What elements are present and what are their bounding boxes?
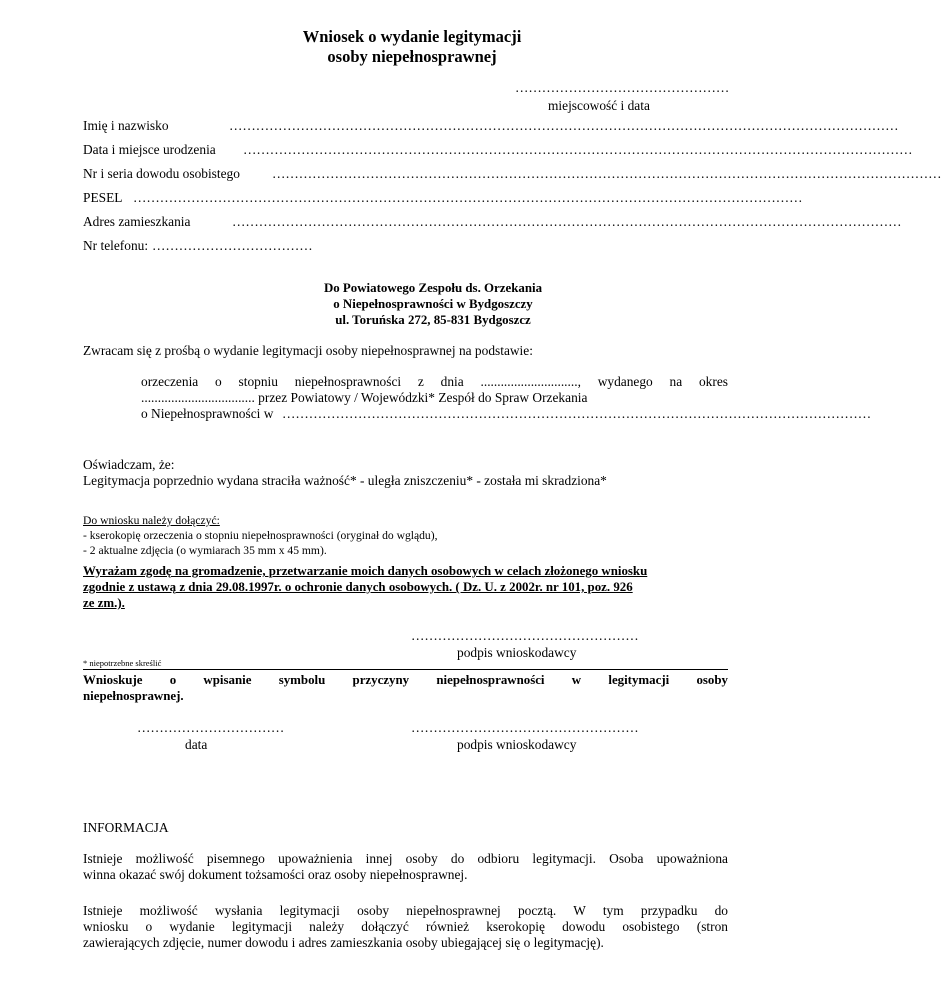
consent-block (83, 563, 647, 611)
attachments-header: Do wniosku należy dołączyć: (83, 514, 220, 527)
symbol-request-line-1: Wnioskuje o wpisanie symbolu przyczyny niepełnosprawności w legitymacji osoby (83, 673, 728, 687)
info-para-1-line-1: Istnieje możliwość pisemnego upoważnienia innej osoby do odbioru legitymacji. Osoba upoważniona (83, 851, 728, 866)
signature-label-1: podpis wnioskodawcy (457, 645, 577, 660)
field-address-input[interactable]: …………………………………………………………………………………………………………………………………… (232, 214, 902, 229)
info-para-2-line-1: Istnieje możliwość wysłania legitymacji osoby niepełnosprawnej pocztą. W tym przypadku do (83, 903, 728, 918)
field-birth-input[interactable]: …………………………………………………………………………………………………………………………………… (243, 142, 913, 157)
field-label-phone: Nr telefonu: (83, 238, 149, 253)
basis-line-2: .................................. przez Powiatowy / Wojewódzki* Zespół do Spraw Orzekania (141, 390, 588, 405)
info-para-2-line-2: wniosku o wydanie legitymacji należy dołączyć również kserokopię dowodu osobistego (stron (83, 919, 728, 934)
symbol-request-line-2: niepełnosprawnej. (83, 689, 184, 703)
field-phone-input[interactable]: ……………………………… (152, 238, 313, 253)
basis-line-1: orzeczenia o stopniu niepełnosprawności z dnia ............................., wydanego na okres (141, 374, 728, 389)
field-name-input[interactable]: …………………………………………………………………………………………………………………………………… (229, 118, 899, 133)
addressee-line-2: o Niepełnosprawności w Bydgoszczy (333, 297, 533, 311)
consent-line-2: zgodnie z ustawą z dnia 29.08.1997r. o ochronie danych osobowych. ( Dz. U. z 2002r. nr 101, poz. 926 (83, 580, 633, 594)
basis-place-input[interactable]: …………………………………………………………………………………………………………………… (282, 406, 872, 421)
place-date-label: miejscowość i data (548, 98, 650, 113)
field-label-birth: Data i miejsce urodzenia (83, 142, 216, 157)
field-label-name: Imię i nazwisko (83, 118, 169, 133)
signature-field-2[interactable]: …………………………………………… (411, 720, 639, 735)
declaration-text: Legitymacja poprzednio wydana straciła ważność* - uległa zniszczeniu* - została mi skradziona* (83, 473, 607, 488)
info-heading: INFORMACJA (83, 820, 169, 835)
addressee-line-1: Do Powiatowego Zespołu ds. Orzekania (323, 281, 543, 295)
addressee-block (0, 280, 866, 328)
title-line-1: Wniosek o wydanie legitymacji (302, 27, 522, 46)
declaration-heading: Oświadczam, że: (83, 457, 175, 472)
date-field[interactable]: …………………………… (137, 720, 285, 735)
consent-line-1: Wyrażam zgodę na gromadzenie, przetwarzanie moich danych osobowych w celach złożonego wniosku (83, 564, 648, 578)
signature-label-2: podpis wnioskodawcy (457, 737, 577, 752)
consent-line-3: ze zm.). (83, 596, 125, 610)
field-id-input[interactable]: …………………………………………………………………………………………………………………………………… (272, 166, 942, 181)
attachments-item-2: - 2 aktualne zdjęcia (o wymiarach 35 mm x 45 mm). (83, 544, 327, 557)
form-title (0, 27, 824, 67)
request-text: Zwracam się z prośbą o wydanie legitymacji osoby niepełnosprawnej na podstawie: (83, 343, 533, 358)
footnote: * niepotrzebne skreślić (83, 658, 162, 668)
signature-field-1[interactable]: …………………………………………… (411, 628, 639, 643)
basis-line-3-label: o Niepełnosprawności w (141, 406, 274, 421)
date-label: data (185, 737, 208, 752)
field-label-address: Adres zamieszkania (83, 214, 191, 229)
place-date-field[interactable]: ………………………………………… (515, 80, 730, 95)
info-para-1-line-2: winna okazać swój dokument tożsamości oraz osoby niepełnosprawnej. (83, 867, 468, 882)
field-label-pesel: PESEL (83, 190, 123, 205)
title-line-2: osoby niepełnosprawnej (327, 47, 497, 66)
section-divider (83, 669, 728, 670)
field-pesel-input[interactable]: …………………………………………………………………………………………………………………………………… (133, 190, 803, 205)
addressee-line-3: ul. Toruńska 272, 85-831 Bydgoszcz (335, 313, 531, 327)
info-para-2-line-3: zawierających zdjęcie, numer dowodu i adres zamieszkania osoby ubiegającej się o legitymację). (83, 935, 604, 950)
attachments-item-1: - kserokopię orzeczenia o stopniu niepełnosprawności (oryginał do wglądu), (83, 529, 438, 542)
field-label-id: Nr i seria dowodu osobistego (83, 166, 240, 181)
